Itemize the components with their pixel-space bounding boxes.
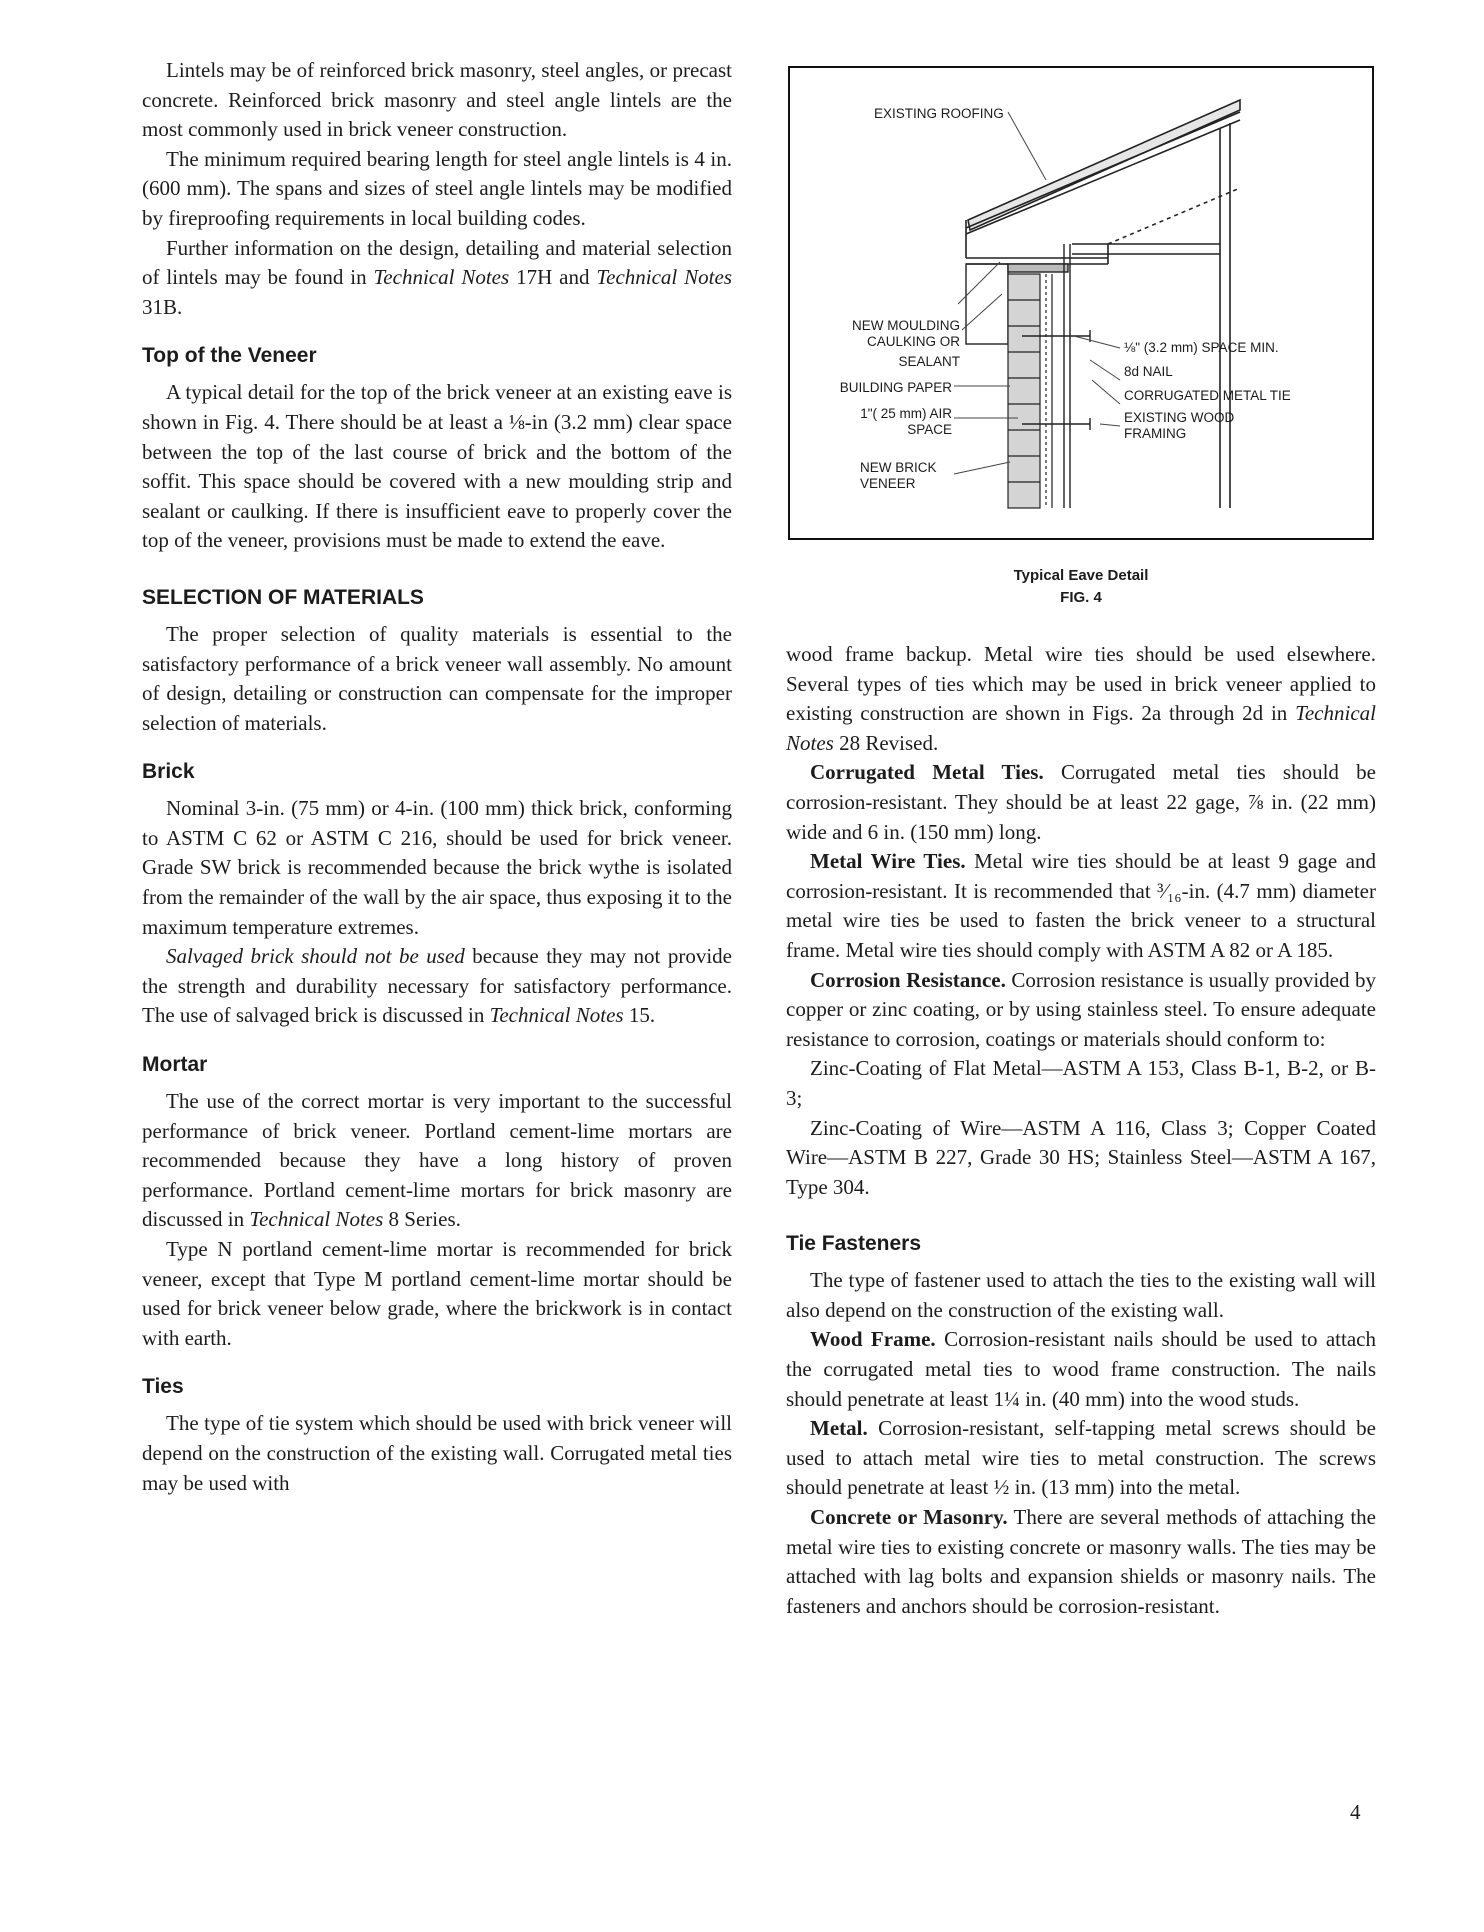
emphasis: Salvaged brick should not be used [166,944,465,969]
text-run: Corrosion-resistant, self-tapping metal screws should be used to attach metal wire ties to metal construction. The screws should penetrate at least ½ in. (13 mm) into the metal. [786,1416,1376,1500]
text-run: Corrosion resistance is usually provided by copper or zinc coating, or by using stainless steel. To ensure adequate resistance to corrosion, coatings or materials should conform to: [786,967,1377,1051]
text-run: wood frame backup. Metal wire ties should be used elsewhere. Several types of ties which may be used in brick veneer applied to existing construction are shown in Figs. 2a through 2d in [786,642,1376,726]
label-new-moulding: NEW MOULDING [852,318,960,333]
text-run: Corrosion-resistant nails should be used to attach the corrugated metal ties to wood frame construction. The nails should penetrate at least 1¼ in. (40 mm) into the wood studs. [786,1327,1376,1411]
paragraph [786,640,1376,758]
section-heading: Ties [142,1375,184,1399]
label-new-brick: NEW BRICK [860,460,937,475]
section-heading: Top of the Veneer [142,344,317,368]
paragraph [786,847,1376,965]
paragraph: The proper selection of quality materials is essential to the satisfactory performance of a brick veneer wall assembly. No amount of design, detailing or construction can compensate for the improper selection of materials. [142,621,732,735]
run-in-heading: Corrugated Metal Ties. [810,760,1044,785]
paragraph: The minimum required bearing length for steel angle lintels is 4 in. (600 mm). The spans and sizes of steel angle lintels may be modified by fireproofing requirements in local building codes. [142,146,732,230]
text-run: 31B. [142,294,183,319]
label-new-moulding: CAULKING OR [866,334,960,349]
paragraph: The type of tie system which should be used with brick veneer will depend on the construction of the existing wall. Corrugated metal ties may be used with [142,1411,732,1495]
text-run: 8 Series. [383,1207,461,1232]
reference-title: Technical Notes [249,1207,384,1232]
label-new-brick: VENEER [860,476,916,491]
label-nail: 8d NAIL [1124,364,1173,379]
section-heading: Tie Fasteners [786,1232,922,1256]
paragraph [142,942,732,1031]
paragraph: Type N portland cement-lime mortar is recommended for brick veneer, except that Type M portland cement-lime mortar should be used for brick veneer below grade, where the brickwork is in contact with earth. [142,1237,732,1350]
spec-item: Zinc-Coating of Flat Metal—ASTM A 153, Class B-1, B-2, or B-3; [786,1056,1376,1110]
text-run: Metal wire ties should be at least 9 gage and corrosion-resistant. It is recommended that ³⁄₁₆-in. (4.7 mm) diameter metal wire ties be used to fasten the brick veneer to a structural frame. Metal wire ties should comply with ASTM A 82 or A 185. [786,849,1377,962]
paragraph [142,1087,732,1235]
paragraph: The type of fastener used to attach the ties to the existing wall will also depend on the construction of the existing wall. [786,1268,1376,1322]
run-in-heading: Metal. [810,1416,868,1441]
paragraph [786,966,1376,1055]
paragraph [786,1325,1376,1414]
soffit [966,244,1220,508]
text-run: Corrugated metal ties should be corrosion-resistant. They should be at least 22 gage, ⅞ in. (22 mm) wide and 6 in. (150 mm) long. [786,760,1376,844]
paragraph [142,234,732,323]
text-run: because they may not provide the strength and durability necessary for satisfactory performance. The use of salvaged brick is discussed in [142,944,732,1028]
paragraph [786,758,1376,847]
text-run: Further information on the design, detailing and material selection of lintels may be found in [142,235,732,290]
left-column [142,56,732,1498]
right-column [786,640,1376,1621]
text-run: The use of the correct mortar is very important to the successful performance of brick veneer. Portland cement-lime mortars are recommended because they have a long history of proven performance. Portland cement-lime mortars for brick masonry are discussed in [142,1089,732,1232]
section-heading: Brick [142,760,195,784]
reference-title: Technical Notes [596,265,732,290]
label-building-paper: BUILDING PAPER [839,380,952,395]
paragraph [786,1414,1376,1503]
label-new-moulding: SEALANT [898,354,960,369]
eave-detail-figure [788,66,1374,540]
label-wood-framing: EXISTING WOOD [1124,410,1235,425]
roof-lines [966,100,1240,508]
run-in-heading: Concrete or Masonry. [810,1505,1008,1530]
paragraph: A typical detail for the top of the brick veneer at an existing eave is shown in Fig. 4. There should be at least a ⅛-in (3.2 mm) clear space between the top of the last course of brick and the bottom of the soffit. This space should be covered with a new moulding strip and sealant or caulking. If there is insufficient eave to properly cover the top of the veneer, provisions must be made to extend the eave. [142,380,732,553]
label-air-space: 1"( 25 mm) AIR [860,406,952,421]
figure-caption-number: FIG. 4 [1060,589,1102,606]
brick-veneer [1008,274,1052,508]
text-run: There are several methods of attaching the metal wire ties to existing concrete or masonry walls. The ties may be attached with lag bolts and expansion shields or masonry nails. The fasteners and anchors should be corrosion-resistant. [786,1505,1376,1618]
text-run: 17H and [509,265,597,290]
section-heading: SELECTION OF MATERIALS [142,585,424,609]
run-in-heading: Wood Frame. [810,1327,936,1352]
label-corrugated-tie: CORRUGATED METAL TIE [1124,388,1291,403]
reference-title: Technical Notes [489,1003,624,1028]
paragraph: Nominal 3-in. (75 mm) or 4-in. (100 mm) thick brick, conforming to ASTM C 62 or ASTM C 216, should be used for brick veneer. Grade SW brick is recommended because the brick wythe is isolated from the remainder of the wall by the air space, thus exposing it to the maximum temperature extremes. [142,796,732,939]
page-number: 4 [1350,1800,1361,1824]
label-air-space: SPACE [907,422,952,437]
paragraph: Lintels may be of reinforced brick masonry, steel angles, or precast concrete. Reinforced brick masonry and steel angle lintels are the most commonly used in brick veneer construction. [142,58,732,142]
run-in-heading: Corrosion Resistance. [810,967,1006,992]
label-space-min: ⅛" (3.2 mm) SPACE MIN. [1124,340,1279,355]
figure-caption-title: Typical Eave Detail [1013,567,1149,584]
label-wood-framing: FRAMING [1124,426,1187,441]
reference-title: Technical Notes [373,265,510,290]
paragraph [786,1503,1376,1621]
reference-title: Technical Notes [786,701,1376,755]
eave-detail-drawing [790,68,1372,538]
spec-item: Zinc-Coating of Wire—ASTM A 116, Class 3; Copper Coated Wire—ASTM B 227, Grade 30 HS; Stainless Steel—ASTM A 167, Type 304. [786,1115,1376,1199]
text-run: 28 Revised. [833,730,939,755]
text-run: 15. [623,1003,656,1028]
section-heading: Mortar [142,1053,208,1077]
run-in-heading: Metal Wire Ties. [810,849,966,874]
label-existing-roofing: EXISTING ROOFING [874,106,1004,121]
